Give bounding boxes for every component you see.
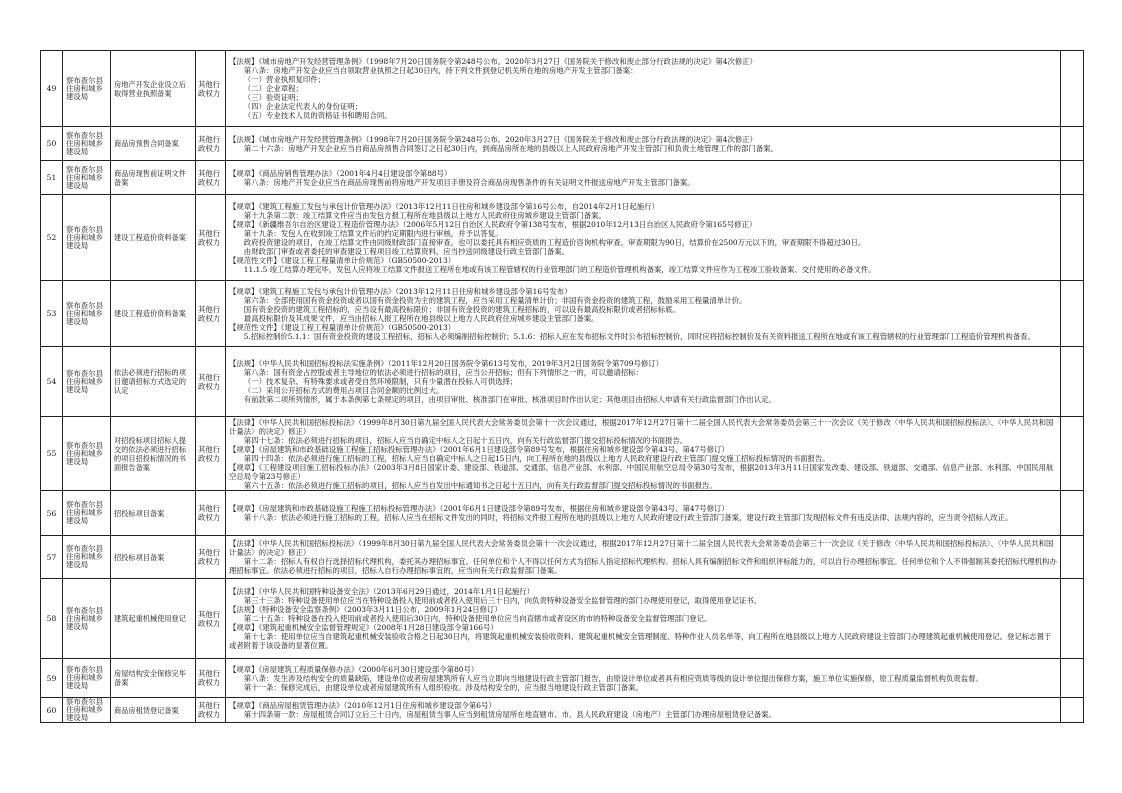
item-name-cell <box>111 659 196 698</box>
row-number: 49 <box>46 84 57 93</box>
power-list-table <box>40 50 1084 723</box>
row-number: 50 <box>46 139 57 148</box>
legal-article-text: 第十二条：招标人有权自行选择招标代理机构，委托其办理招标事宜。任何单位和个人不得以任何方式为招标人指定招标代理机构。招标人具有编制招标文件和组织评标能力的，可以自行办理招标事宜。任何单位和个人不得强制其委托招标代理机构办理招标事宜。依法必须进行招标的项目，招标人自行办理招标事宜的，应当向有关行政监督部门备案。 <box>229 557 1057 575</box>
row-number: 52 <box>46 233 57 242</box>
remark-cell <box>1061 347 1084 417</box>
row-number-cell <box>41 698 63 723</box>
legal-article-text: 第二十五条：特种设备在投入使用前或者投入使用后30日内，特种设备使用单位应当向直辖市或者设区的市的特种设备安全监督管理部门登记。 <box>243 614 712 623</box>
item-name: 建设工程造价资料备案 <box>114 309 186 318</box>
department-cell <box>63 281 111 347</box>
table-row <box>41 127 1084 161</box>
legal-article-text: 第八条：发生涉及结构安全的质量缺陷，建设单位或者房屋建筑所有人应当立即向当地建设行政主管部门报告，由原设计单位或者具有相应资质等级的设计单位提出保修方案，施工单位实施保修，原工程质量监督机构负责监督。 <box>243 673 983 683</box>
category-cell <box>196 698 226 723</box>
legal-article-text: 11.1.5 竣工结算办理完毕，发包人应将竣工结算文件报送工程所在地或有该工程管辖权的行业管理部门的工程造价管理机构备案，竣工结算文件应作为工程竣工验收备案、交付使用的必备文件。 <box>243 264 876 274</box>
department-cell <box>63 579 111 659</box>
row-number: 58 <box>46 614 57 623</box>
department-cell <box>63 127 111 161</box>
power-category: 其他行政权力 <box>198 669 221 687</box>
department-name: 察布查尔县住房和城乡建设局 <box>66 75 103 101</box>
department-name: 察布查尔县住房和城乡建设局 <box>66 300 103 326</box>
item-name-cell <box>111 127 196 161</box>
legal-article-text: （二）企业章程； <box>243 84 303 93</box>
department-cell <box>63 698 111 723</box>
legal-basis-cell <box>226 536 1061 579</box>
legal-article-text: 第十九条：发包人在收到竣工结算文件后的约定期限内进行审核，并予以答复。 <box>243 228 503 238</box>
legal-article-text: 第四十四条：依法必须进行施工招标的工程，招标人应当自确定中标人之日起15日内，向工程所在地的县级以上地方人民政府建设行政主管部门提交施工招标投标情况的书面报告。 <box>243 453 830 463</box>
legal-source-heading: 【法规】《城市房地产开发经营管理条例》（1998年7月20日国务院令第248号公布。2020年3月27日《国务院关于修改和废止部分行政法规的决定》第4次修正） <box>229 134 758 144</box>
remark-cell <box>1061 51 1084 127</box>
legal-source-heading: 【规章】《房屋建筑和市政基础设施工程施工招标投标管理办法》（2001年6月1日建设部令第89号发布，根据住房和城乡建设部令第43号、第47号修订） <box>229 444 729 454</box>
remark-cell <box>1061 281 1084 347</box>
legal-source-heading: 【规章】《建筑工程施工发包与承包计价管理办法》（2013年12月11日住房和城乡建设部令第16号发布） <box>229 286 572 296</box>
power-category: 其他行政权力 <box>198 134 221 153</box>
department-cell <box>63 659 111 698</box>
item-name-cell <box>111 698 196 723</box>
remark-cell <box>1061 127 1084 161</box>
category-cell <box>196 161 226 195</box>
legal-basis-cell <box>226 659 1061 698</box>
table-row <box>41 659 1084 698</box>
row-number: 55 <box>46 449 57 458</box>
power-category: 其他行政权力 <box>198 701 221 719</box>
legal-article-text: 5.招标控制价5.1.1：国有资金投资的建设工程招标，招标人必须编制招标控制价；5.1.6：招标人应在发布招标文件时公布招标控制价，同时应将招标控制价及有关资料报送工程所在地或有该工程管辖权的行业管理部门工程造价管理机构备查。 <box>243 331 1035 341</box>
item-name: 房屋结构安全保修完毕备案 <box>114 669 186 687</box>
category-cell <box>196 281 226 347</box>
legal-article-text: 第六十五条：依法必须进行施工招标的项目，招标人应当自发出中标通知书之日起十五日内，向有关行政监督部门提交招标投标情况的书面报告。 <box>243 480 717 490</box>
row-number-cell <box>41 579 63 659</box>
row-number: 57 <box>46 552 57 562</box>
legal-article-text: 第十九条第二款：竣工结算文件应当由发包方报工程所在地县级以上地方人民政府住房城乡建设主管部门备案。 <box>243 210 606 220</box>
item-name: 商品房租赁登记备案 <box>114 705 179 715</box>
legal-basis-cell <box>226 51 1061 127</box>
item-name: 建设工程造价资料备案 <box>114 233 186 242</box>
department-cell <box>63 347 111 417</box>
category-cell <box>196 51 226 127</box>
department-name: 察布查尔县住房和城乡建设局 <box>66 440 103 466</box>
category-cell <box>196 127 226 161</box>
item-name: 对招投标项目招标人提交的依法必须进行招标的项目招投标情况的书面报告备案 <box>114 435 186 472</box>
row-number-cell <box>41 51 63 127</box>
legal-source-heading: 【法规】《城市房地产开发经营管理条例》（1998年7月20日国务院令第248号公布。2020年3月27日《国务院关于修改和废止部分行政法规的决定》第4次修正） <box>229 57 758 66</box>
legal-article-text: 第八条：房地产开发企业应当在商品房现售前将房地产开发项目手册及符合商品房现售条件的有关证明文件报送房地产开发主管部门备案。 <box>243 177 695 187</box>
category-cell <box>196 491 226 536</box>
department-name: 察布查尔县住房和城乡建设局 <box>66 544 103 569</box>
department-name: 察布查尔县住房和城乡建设局 <box>66 665 103 690</box>
item-name-cell <box>111 161 196 195</box>
department-cell <box>63 195 111 281</box>
remark-cell <box>1061 536 1084 579</box>
item-name: 招投标项目备案 <box>114 552 165 562</box>
legal-source-heading: 【规章】《新疆维吾尔自治区建设工程造价管理办法》（2006年5月12日自治区人民政府令第138号发布，根据2010年12月13日自治区人民政府令第165号修正） <box>229 219 757 229</box>
legal-article-text: 第六条：全部使用国有资金投资或者以国有资金投资为主的建筑工程，应当采用工程量清单计价；非国有资金投资的建筑工程，鼓励采用工程量清单计价。 <box>243 295 747 305</box>
table-row <box>41 347 1084 417</box>
row-number-cell <box>41 491 63 536</box>
legal-source-heading: 【规章】《建筑起重机械安全监督管理规定》（2008年1月28日建设部令第166号） <box>229 623 498 632</box>
table-row <box>41 698 1084 723</box>
department-cell <box>63 417 111 491</box>
power-category: 其他行政权力 <box>198 79 221 98</box>
department-cell <box>63 536 111 579</box>
legal-source-heading: 【法律】《中华人民共和国特种设备安全法》（2013年6月29日通过，2014年1月1日起施行） <box>229 587 535 596</box>
legal-basis-cell <box>226 417 1061 491</box>
item-name-cell <box>111 51 196 127</box>
department-name: 察布查尔县住房和城乡建设局 <box>66 605 103 631</box>
legal-article-text: 有前款第二项所列情形，属于本条例第七条规定的项目，由项目审批、核准部门在审批、核准项目时作出认定；其他项目由招标人申请有关行政监督部门作出认定。 <box>243 395 776 404</box>
category-cell <box>196 536 226 579</box>
row-number: 59 <box>46 673 57 683</box>
remark-cell <box>1061 491 1084 536</box>
row-number-cell <box>41 281 63 347</box>
item-name: 房地产开发企业设立后取得营业执照备案 <box>114 79 186 98</box>
category-cell <box>196 195 226 281</box>
category-cell <box>196 579 226 659</box>
legal-basis-cell <box>226 127 1061 161</box>
power-category: 其他行政权力 <box>198 609 221 628</box>
legal-article-text: 第二十六条：房地产开发企业应当自商品房预售合同签订之日起30日内，到商品房所在地的县级以上人民政府房地产开发主管部门和负责土地管理工作的部门备案。 <box>243 143 778 153</box>
department-name: 察布查尔县住房和城乡建设局 <box>66 224 103 250</box>
item-name-cell <box>111 195 196 281</box>
item-name-cell <box>111 491 196 536</box>
item-name: 建筑起重机械使用登记 <box>114 614 186 623</box>
power-category: 其他行政权力 <box>198 304 221 323</box>
remark-cell <box>1061 579 1084 659</box>
table-row <box>41 51 1084 127</box>
legal-source-heading: 【规范性文件】《建设工程工程量清单计价规范》（GB50500-2013） <box>229 322 456 332</box>
legal-basis-cell <box>226 161 1061 195</box>
power-category: 其他行政权力 <box>198 168 221 187</box>
item-name: 商品房预售合同备案 <box>114 139 179 148</box>
row-number: 54 <box>46 377 57 386</box>
department-name: 察布查尔县住房和城乡建设局 <box>66 164 103 190</box>
legal-basis-cell <box>226 579 1061 659</box>
row-number-cell <box>41 417 63 491</box>
legal-article-text: 第十一条：保修完成后，由建设单位或者房屋建筑所有人组织验收。涉及结构安全的，应当报当地建设行政主管部门备案。 <box>243 682 643 692</box>
legal-basis-cell <box>226 698 1061 723</box>
power-category: 其他行政权力 <box>198 228 221 247</box>
item-name-cell <box>111 417 196 491</box>
legal-article-text: （三）验资证明； <box>243 93 303 102</box>
legal-article-text: （二）采用公开招标方式的费用占项目合同金额的比例过大。 <box>243 386 444 395</box>
item-name-cell <box>111 281 196 347</box>
table-row <box>41 195 1084 281</box>
legal-source-heading: 【法律】《中华人民共和国招标投标法》（1999年8月30日第九届全国人民代表大会常务委员会第十一次会议通过，根据2017年12月27日第十二届全国人民代表大会常务委员会第三十一次会议《关于修改〈中华人民共和国招标投标法〉、〈中华人民共和国计量法〉的决定》修正） <box>229 539 1054 557</box>
remark-cell <box>1061 195 1084 281</box>
legal-article-text: 第八条：国有资金占控股或者主导地位的依法必须进行招标的项目，应当公开招标；但有下列情形之一的，可以邀请招标： <box>243 368 643 377</box>
table-row <box>41 579 1084 659</box>
legal-article-text: （一）营业执照复印件； <box>243 75 326 84</box>
row-number: 56 <box>46 508 57 518</box>
row-number-cell <box>41 536 63 579</box>
legal-source-heading: 【法规】《特种设备安全监察条例》（2003年3月11日公布，2009年1月24日修订） <box>229 605 502 614</box>
remark-cell <box>1061 161 1084 195</box>
power-category: 其他行政权力 <box>198 504 221 522</box>
power-category: 其他行政权力 <box>198 548 221 566</box>
legal-article-text: 政府投资建设的项目，在竣工结算文件由同级财政部门直接审查，也可以委托具有相应资质的工程造价咨询机构审查，审查期限为90日，结算价在2500万元以下的，审查期限不得超过30日。 <box>243 237 866 247</box>
remark-cell <box>1061 698 1084 723</box>
legal-source-heading: 【法律】《中华人民共和国招标投标法》（1999年8月30日第九届全国人民代表大会常务委员会第十一次会议通过，根据2017年12月27日第十二届全国人民代表大会常务委员会第三十一次会议《关于修改〈中华人民共和国招标投标法〉、〈中华人民共和国计量法〉的决定》修正） <box>229 417 1054 436</box>
item-name-cell <box>111 347 196 417</box>
department-name: 察布查尔县住房和城乡建设局 <box>66 130 103 156</box>
table-row <box>41 536 1084 579</box>
category-cell <box>196 417 226 491</box>
row-number: 60 <box>46 705 57 715</box>
legal-source-heading: 【规章】《商品房屋租赁管理办法》（2010年12月1日住房和城乡建设部令第6号） <box>229 701 496 710</box>
legal-article-text: （五）专业技术人员的资格证书和聘用合同。 <box>243 111 392 120</box>
legal-source-heading: 【规章】《建筑工程施工发包与承包计价管理办法》（2013年12月11日住房和城乡建设部令第16号公布，自2014年2月1日起施行） <box>229 201 659 211</box>
legal-article-text: 第八条：房地产开发企业应当自领取营业执照之日起30日内，持下列文件到登记机关所在地的房地产开发主管部门备案： <box>243 66 638 75</box>
table-row <box>41 161 1084 195</box>
table-body <box>41 51 1084 723</box>
row-number: 53 <box>46 309 57 318</box>
row-number: 51 <box>46 173 57 182</box>
legal-article-text: 第四十七条：依法必须进行招标的项目，招标人应当自确定中标人之日起十五日内，向有关行政监督部门提交招标投标情况的书面报告。 <box>243 435 688 445</box>
power-category: 其他行政权力 <box>198 372 221 391</box>
legal-article-text: 国有资金投资的建筑工程招标的，应当设有最高投标限价；非国有资金投资的建筑工程招标的，可以设有最高投标限价或者招标标底。 <box>243 304 680 314</box>
table-row <box>41 417 1084 491</box>
legal-article-text: （一）技术复杂、有特殊要求或者受自然环境限制，只有少量潜在投标人可供选择； <box>243 377 518 386</box>
legal-article-text: 最高投标限价及其成果文件，应当由招标人报工程所在地县级以上地方人民政府住房城乡建设主管部门备案。 <box>243 313 599 323</box>
item-name-cell <box>111 579 196 659</box>
legal-article-text: （四）企业法定代表人的身份证明； <box>243 102 363 111</box>
legal-source-heading: 【规章】《商品房销售管理办法》（2001年4月4日建设部令第88号） <box>229 168 452 178</box>
department-cell <box>63 491 111 536</box>
legal-source-heading: 【规章】《工程建设项目施工招标投标办法》（2003年3月8日国家计委、建设部、铁道部、交通部、信息产业部、水利部、中国民用航空总局令第30号发布，根据2013年3月11日国家发改委、建设部、铁道部、交通部、信息产业部、水利部、中国民用航空总局令第23号修正） <box>229 462 1054 481</box>
department-name: 察布查尔县住房和城乡建设局 <box>66 500 103 525</box>
row-number-cell <box>41 347 63 417</box>
category-cell <box>196 347 226 417</box>
legal-article-text: 第三十三条：特种设备使用单位应当在特种设备投入使用前或者投入使用后三十日内，向负责特种设备安全监督管理的部门办理使用登记，取得使用登记证书。 <box>243 596 762 605</box>
item-name-cell <box>111 536 196 579</box>
legal-basis-cell <box>226 347 1061 417</box>
remark-cell <box>1061 417 1084 491</box>
legal-source-heading: 【规章】《房屋建筑和市政基础设施工程施工招标投标管理办法》（2001年6月1日建设部令第89号发布，根据住房和城乡建设部令第43号、第47号修订） <box>229 504 729 513</box>
legal-basis-cell <box>226 491 1061 536</box>
legal-basis-cell <box>226 195 1061 281</box>
legal-source-heading: 【法规】《中华人民共和国招标投标法实施条例》（2011年12月20日国务院令第613号发布，2019年3月2日国务院令第709号修订） <box>229 359 664 368</box>
item-name: 招投标项目备案 <box>114 508 165 518</box>
department-name: 察布查尔县住房和城乡建设局 <box>66 368 103 394</box>
department-cell <box>63 161 111 195</box>
department-name: 察布查尔县住房和城乡建设局 <box>66 698 103 722</box>
table-row <box>41 281 1084 347</box>
legal-basis-cell <box>226 281 1061 347</box>
table-row <box>41 491 1084 536</box>
row-number-cell <box>41 127 63 161</box>
item-name: 依法必须进行招标的项目邀请招标方式选定的认定 <box>114 368 186 395</box>
department-cell <box>63 51 111 127</box>
category-cell <box>196 659 226 698</box>
legal-article-text: 第十八条：依法必须进行施工招标的工程，招标人应当在招标文件发出的同时，将招标文件报工程所在地的县级以上地方人民政府建设行政主管部门备案，建设行政主管部门发现招标文件有违反法律、法规内容的，应当责令招标人改正。 <box>243 513 1013 522</box>
power-category: 其他行政权力 <box>198 444 221 463</box>
legal-source-heading: 【规范性文件】《建设工程工程量清单计价规范》（GB50500-2013） <box>229 255 456 265</box>
legal-article-text: 第十七条：使用单位应当自建筑起重机械安装验收合格之日起30日内，将建筑起重机械安装验收资料、建筑起重机械安全管理制度、特种作业人员名单等，向工程所在地县级以上地方人民政府建设主管部门办理建筑起重机械使用登记。登记标志置于或者附着于该设备的显著位置。 <box>229 632 1052 650</box>
legal-source-heading: 【规章】《房屋建筑工程质量保修办法》（2000年6月30日建设部令第80号） <box>229 664 479 674</box>
legal-article-text: 第十四条第一款：房屋租赁合同订立后三十日内，房屋租赁当事人应当到租赁房屋所在地直辖市、市、县人民政府建设（房地产）主管部门办理房屋租赁登记备案。 <box>243 710 776 719</box>
item-name: 商品房现售前证明文件备案 <box>114 168 186 187</box>
legal-article-text: 由财政部门审查或者委托的审查建设工程项目竣工结算资料，应当抄送同级建设行政主管部门备案。 <box>243 246 569 256</box>
row-number-cell <box>41 195 63 281</box>
row-number-cell <box>41 659 63 698</box>
remark-cell <box>1061 659 1084 698</box>
row-number-cell <box>41 161 63 195</box>
